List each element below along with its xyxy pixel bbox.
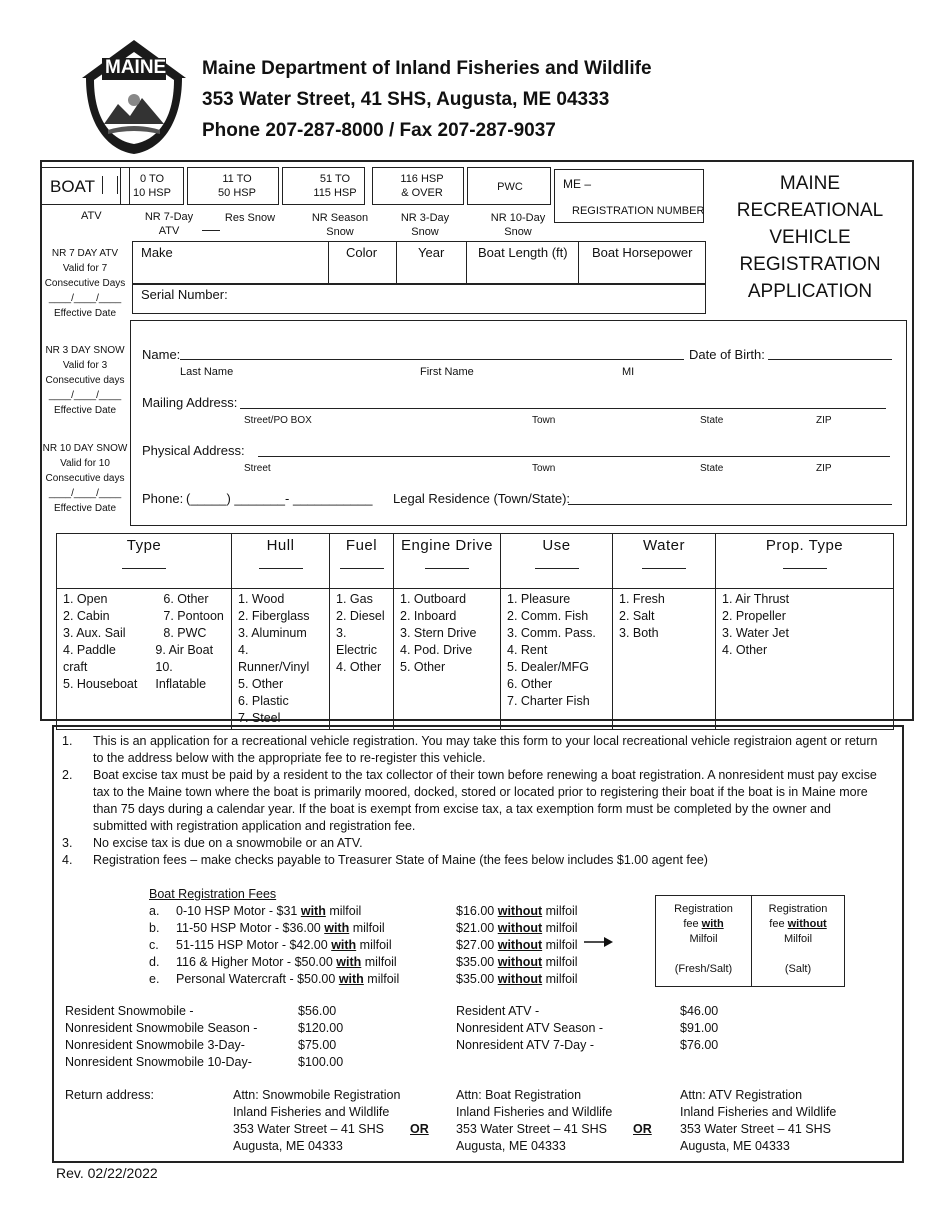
address-line: Inland Fisheries and Wildlife <box>456 1105 613 1119</box>
type-codes-col-b <box>155 591 225 693</box>
fuel-code-field[interactable] <box>340 568 384 569</box>
type-code: 2. Cabin <box>63 609 110 623</box>
grid-col-line <box>328 241 329 283</box>
fee-box-emph: with <box>701 918 724 930</box>
effective-date-label: Effective Date <box>53 308 117 319</box>
vehicle-details-divider <box>132 283 706 285</box>
fee-box-text: Registration <box>768 903 828 915</box>
fee-alt-amount: $35.00 <box>456 972 498 986</box>
form-title-line: VEHICLE <box>769 227 851 248</box>
physical-town-sub: Town <box>532 463 556 474</box>
boat-length-field[interactable]: Boat Length (ft) <box>478 245 568 260</box>
panel-line: NR 7 DAY ATV <box>51 248 119 259</box>
fee-with: with <box>324 921 350 935</box>
registration-prefix: ME – <box>563 177 592 191</box>
legal-residence-field[interactable] <box>568 504 892 505</box>
boat-class-0-10-label: 0 TO 10 HSP <box>133 173 171 199</box>
water-code: 1. Fresh <box>619 592 665 606</box>
maine-ifw-seal-logo <box>78 38 190 156</box>
water-code-field[interactable] <box>642 568 686 569</box>
org-name: Maine Department of Inland Fisheries and Wildlife <box>202 58 652 79</box>
type-code: 3. Aux. Sail <box>63 626 126 640</box>
permit-nr-season-snow-label: NR Season Snow <box>311 212 369 238</box>
nr10-snow-panel <box>42 441 128 516</box>
fee-tail: milfoil <box>349 921 385 935</box>
or-separator: OR <box>410 1122 429 1136</box>
fee-without: without <box>497 938 543 952</box>
fee-letter: b. <box>149 921 160 935</box>
water-code: 2. Salt <box>619 609 655 623</box>
form-title-line: RECREATIONAL <box>736 200 884 221</box>
mailing-street-sub: Street/PO BOX <box>244 415 312 426</box>
fee-with: with <box>331 938 357 952</box>
panel-line: Consecutive days <box>45 473 125 484</box>
boat-fee-list <box>149 903 399 988</box>
fee-alt-amount: $16.00 <box>456 904 498 918</box>
prop-header <box>716 534 894 589</box>
hull-code: 1. Wood <box>238 592 285 606</box>
effective-date-field[interactable]: ____/____/____ <box>48 293 122 304</box>
fee-box-text: (Salt) <box>784 963 812 975</box>
address-line: Attn: Snowmobile Registration <box>233 1088 401 1102</box>
boat-codes-table <box>56 533 894 730</box>
physical-zip-sub: ZIP <box>816 463 832 474</box>
fee-letter: e. <box>149 972 160 986</box>
note-text: Registration fees – make checks payable to Treasurer State of Maine (the fees below includes $1.00 agent fee) <box>93 853 708 867</box>
fee-desc: 51-115 HSP Motor - $42.00 <box>176 938 332 952</box>
type-code: 9. Air Boat <box>155 643 214 657</box>
engine-code-field[interactable] <box>425 568 469 569</box>
type-code-field[interactable] <box>122 568 166 569</box>
fee-alt-tail: milfoil <box>542 904 578 918</box>
address-line: Inland Fisheries and Wildlife <box>233 1105 390 1119</box>
fee-tail: milfoil <box>325 904 362 918</box>
effective-date-label: Effective Date <box>53 503 117 514</box>
fee-letter: c. <box>149 938 159 952</box>
boat-checkbox[interactable] <box>102 176 118 194</box>
address-line: Attn: ATV Registration <box>680 1088 803 1102</box>
type-codes <box>57 589 232 730</box>
dob-label: Date of Birth: <box>689 347 765 362</box>
arrow-right-icon <box>584 936 614 948</box>
note-text: No excise tax is due on a snowmobile or an ATV. <box>93 836 363 850</box>
revision-date: Rev. 02/22/2022 <box>56 1165 158 1181</box>
physical-address-label: Physical Address: <box>142 443 245 458</box>
form-title-line: REGISTRATION <box>739 254 881 275</box>
address-line: 353 Water Street – 41 SHS <box>233 1122 385 1136</box>
form-title-line: MAINE <box>779 173 841 194</box>
boat-fees-title: Boat Registration Fees <box>149 887 277 901</box>
engine-codes <box>394 589 501 730</box>
fee-amount: $76.00 <box>680 1038 719 1052</box>
hull-code: 6. Plastic <box>238 694 289 708</box>
boat-fee-row <box>149 920 399 937</box>
fee-without-milfoil-option[interactable] <box>752 902 844 977</box>
boat-fee-row <box>149 954 399 971</box>
fee-without: without <box>497 904 543 918</box>
boat-class-pwc-label: PWC <box>497 181 523 193</box>
fee-tail: milfoil <box>361 955 397 969</box>
fee-alt-amount: $35.00 <box>456 955 498 969</box>
fee-label: Resident Snowmobile - <box>65 1004 194 1018</box>
permit-nr7-atv-blank[interactable] <box>202 230 220 231</box>
boat-horsepower-field[interactable]: Boat Horsepower <box>592 245 693 260</box>
serial-number-field[interactable]: Serial Number: <box>141 287 228 302</box>
physical-street-sub: Street <box>244 463 271 474</box>
make-field[interactable]: Make <box>141 245 173 260</box>
type-code: 4. Paddle craft <box>63 643 116 674</box>
boat-fee-alt <box>456 903 578 920</box>
note-number: 3. <box>62 836 73 850</box>
fee-label: Nonresident ATV Season - <box>456 1021 604 1035</box>
hull-header-label: Hull <box>266 537 295 554</box>
snowmobile-return-address <box>233 1087 400 1155</box>
address-line: 353 Water Street – 41 SHS <box>456 1122 608 1136</box>
prop-header-label: Prop. Type <box>765 537 844 554</box>
boat-fee-alt <box>456 920 578 937</box>
form-title-line: APPLICATION <box>747 281 873 302</box>
mailing-town-sub: Town <box>532 415 556 426</box>
fee-desc: Personal Watercraft - $50.00 <box>176 972 339 986</box>
panel-line: Valid for 3 <box>62 360 108 371</box>
fee-label: Nonresident Snowmobile 10-Day- <box>65 1055 252 1069</box>
fuel-code: 2. Diesel <box>336 609 385 623</box>
fee-desc: 0-10 HSP Motor - $31 <box>176 904 301 918</box>
effective-date-field[interactable]: ____/____/____ <box>48 488 122 499</box>
fee-box-emph: without <box>787 918 827 930</box>
fee-desc: 11-50 HSP Motor - $36.00 <box>176 921 325 935</box>
fuel-code: 4. Other <box>336 660 382 674</box>
note-number: 4. <box>62 853 73 867</box>
prop-code: 1. Air Thrust <box>722 592 790 606</box>
hull-codes <box>232 589 330 730</box>
prop-code-field[interactable] <box>783 568 827 569</box>
boat-fee-alt <box>456 971 578 988</box>
boat-class-11-50-label: 11 TO 50 HSP <box>218 173 256 199</box>
note-number: 2. <box>62 768 73 782</box>
use-code: 2. Comm. Fish <box>507 609 589 623</box>
note-item <box>62 767 882 835</box>
panel-line: Valid for 7 <box>62 263 108 274</box>
type-code: 8. PWC <box>163 626 207 640</box>
fee-box-text <box>656 917 751 932</box>
return-address-label: Return address: <box>65 1088 154 1102</box>
atv-return-address <box>680 1087 836 1155</box>
type-code: 1. Open <box>63 592 108 606</box>
dob-field[interactable] <box>768 359 892 360</box>
water-header <box>613 534 716 589</box>
or-separator: OR <box>633 1122 652 1136</box>
use-header-label: Use <box>542 537 571 554</box>
type-codes-col-a <box>63 591 141 693</box>
use-code: 3. Comm. Pass. <box>507 626 596 640</box>
form-title <box>716 170 904 305</box>
fee-box-text: (Fresh/Salt) <box>674 963 733 975</box>
fee-label: Nonresident Snowmobile 3-Day- <box>65 1038 245 1052</box>
address-line: Augusta, ME 04333 <box>456 1139 566 1153</box>
water-codes <box>613 589 716 730</box>
fee-box-word: fee <box>769 918 788 930</box>
fee-amount: $91.00 <box>680 1021 719 1035</box>
fee-alt-tail: milfoil <box>542 938 578 952</box>
fee-letter: d. <box>149 955 160 969</box>
hull-code: 4. Runner/Vinyl <box>238 643 310 674</box>
effective-date-field[interactable]: ____/____/____ <box>48 390 122 401</box>
fee-amount: $75.00 <box>298 1038 337 1052</box>
use-codes <box>501 589 613 730</box>
address-line: Inland Fisheries and Wildlife <box>680 1105 837 1119</box>
prop-code: 4. Other <box>722 643 768 657</box>
phone-label: Phone: <box>142 491 184 506</box>
atv-label: ATV <box>81 210 102 222</box>
nr3-snow-panel <box>42 343 128 418</box>
type-code: 7. Pontoon <box>163 609 224 623</box>
physical-state-sub: State <box>700 463 724 474</box>
engine-header-label: Engine Drive <box>401 537 493 554</box>
name-label: Name: <box>142 347 181 362</box>
fee-label: Nonresident Snowmobile Season - <box>65 1021 258 1035</box>
prop-code: 2. Propeller <box>722 609 786 623</box>
fee-amount: $120.00 <box>298 1021 344 1035</box>
fee-alt-tail: milfoil <box>542 921 578 935</box>
mailing-zip-sub: ZIP <box>816 415 832 426</box>
boat-fee-row <box>149 937 399 954</box>
panel-line: NR 3 DAY SNOW <box>45 345 125 356</box>
first-name-sub: First Name <box>420 366 474 378</box>
hull-code: 7. Steel <box>238 711 281 725</box>
org-phone: Phone 207-287-8000 / Fax 207-287-9037 <box>202 120 556 141</box>
phone-field[interactable]: (_____) _______- ___________ <box>186 491 373 506</box>
color-field[interactable]: Color <box>346 245 378 260</box>
fee-with: with <box>338 972 364 986</box>
boat-class-51-115-label: 51 TO 115 HSP <box>313 173 357 199</box>
fee-box-text: Registration <box>674 903 733 915</box>
permit-res-snow-label: Res Snow <box>224 212 276 224</box>
use-code: 7. Charter Fish <box>507 694 590 708</box>
address-line: Augusta, ME 04333 <box>233 1139 343 1153</box>
engine-code: 4. Pod. Drive <box>400 643 473 657</box>
fee-label: Nonresident ATV 7-Day - <box>456 1038 595 1052</box>
hull-code: 5. Other <box>238 677 284 691</box>
fee-without: without <box>497 921 543 935</box>
legal-residence-label: Legal Residence (Town/State): <box>393 491 571 506</box>
boat-fee-row <box>149 903 399 920</box>
fee-letter: a. <box>149 904 160 918</box>
use-header <box>501 534 613 589</box>
fee-alt-tail: milfoil <box>542 955 578 969</box>
fee-box-text: Milfoil <box>783 933 813 945</box>
type-code: 10. Inflatable <box>155 660 207 691</box>
engine-code: 2. Inboard <box>400 609 457 623</box>
fee-box-text: Milfoil <box>689 933 718 945</box>
fee-tail: milfoil <box>356 938 392 952</box>
address-line: Attn: Boat Registration <box>456 1088 582 1102</box>
engine-code: 3. Stern Drive <box>400 626 477 640</box>
type-header-label: Type <box>126 537 162 554</box>
use-code: 5. Dealer/MFG <box>507 660 589 674</box>
fee-with: with <box>300 904 326 918</box>
note-item <box>62 733 882 767</box>
grid-col-line <box>578 241 579 283</box>
fuel-header-label: Fuel <box>345 537 378 554</box>
use-code: 1. Pleasure <box>507 592 571 606</box>
mailing-address-field[interactable] <box>240 408 886 409</box>
fee-alt-amount: $21.00 <box>456 921 498 935</box>
hull-code: 3. Aluminum <box>238 626 307 640</box>
fee-alt-amount: $27.00 <box>456 938 498 952</box>
note-item <box>62 852 882 869</box>
panel-line: Consecutive Days <box>44 278 126 289</box>
use-code: 4. Rent <box>507 643 548 657</box>
fee-amount: $100.00 <box>298 1055 344 1069</box>
use-code-field[interactable] <box>535 568 579 569</box>
note-item <box>62 835 882 852</box>
address-line: 353 Water Street – 41 SHS <box>680 1122 832 1136</box>
fee-amount: $46.00 <box>680 1004 719 1018</box>
snowmobile-fee-labels <box>65 1003 257 1071</box>
use-code: 6. Other <box>507 677 553 691</box>
hull-header <box>232 534 330 589</box>
note-text: This is an application for a recreational vehicle registration. You may take this form to your local recreational vehicle registraion agent or return to the address below with the appropriate fee to re-register this vehicle. <box>93 734 878 765</box>
fuel-codes <box>330 589 394 730</box>
panel-line: Valid for 10 <box>60 458 110 469</box>
type-code: 5. Houseboat <box>63 677 138 691</box>
permit-nr10-snow-label: NR 10-Day Snow <box>490 212 546 238</box>
grid-col-line <box>396 241 397 283</box>
boat-fee-alt <box>456 937 578 954</box>
fee-box-text <box>752 917 844 932</box>
boat-class-116-label: 116 HSP & OVER <box>400 173 444 199</box>
water-code: 3. Both <box>619 626 659 640</box>
nr7-atv-panel <box>42 246 128 321</box>
hull-code: 2. Fiberglass <box>238 609 310 623</box>
mailing-state-sub: State <box>700 415 724 426</box>
water-header-label: Water <box>643 537 685 554</box>
note-number: 1. <box>62 734 73 748</box>
name-field[interactable] <box>180 359 684 360</box>
fee-amount: $56.00 <box>298 1004 337 1018</box>
fee-without: without <box>497 955 543 969</box>
fuel-code: 3. Electric <box>336 626 377 657</box>
boat-fee-alt <box>456 954 578 971</box>
boat-return-address <box>456 1087 612 1155</box>
grid-col-line <box>466 241 467 283</box>
atv-fee-labels <box>456 1003 603 1054</box>
fee-with-milfoil-option[interactable] <box>656 902 751 977</box>
fee-label: Resident ATV - <box>456 1004 540 1018</box>
engine-code: 1. Outboard <box>400 592 467 606</box>
boat-label: BOAT <box>50 177 96 196</box>
physical-address-field[interactable] <box>258 456 890 457</box>
fuel-code: 1. Gas <box>336 592 373 606</box>
effective-date-label: Effective Date <box>53 405 117 416</box>
type-code: 6. Other <box>163 592 209 606</box>
org-address: 353 Water Street, 41 SHS, Augusta, ME 04333 <box>202 89 610 110</box>
type-header <box>57 534 232 589</box>
fee-desc: 116 & Higher Motor - $50.00 <box>176 955 337 969</box>
fee-box-word: fee <box>683 918 702 930</box>
fee-tail: milfoil <box>363 972 400 986</box>
prop-codes <box>716 589 894 730</box>
permit-nr7-atv-label: NR 7-Day ATV <box>144 211 194 237</box>
mi-sub: MI <box>622 366 635 378</box>
panel-line: NR 10 DAY SNOW <box>42 443 128 454</box>
address-line: Augusta, ME 04333 <box>680 1139 790 1153</box>
engine-code: 5. Other <box>400 660 446 674</box>
boat-fee-without-list <box>456 903 578 988</box>
permit-nr3-snow-label: NR 3-Day Snow <box>400 212 450 238</box>
fee-without: without <box>497 972 543 986</box>
mailing-address-label: Mailing Address: <box>142 395 238 410</box>
fuel-header <box>330 534 394 589</box>
fee-alt-tail: milfoil <box>542 972 578 986</box>
engine-header <box>394 534 501 589</box>
hull-code-field[interactable] <box>259 568 303 569</box>
boat-fee-row <box>149 971 399 988</box>
panel-line: Consecutive days <box>45 375 125 386</box>
logo-text: MAINE <box>105 57 167 78</box>
last-name-sub: Last Name <box>180 366 234 378</box>
registration-number-label: REGISTRATION NUMBER <box>572 205 705 217</box>
prop-code: 3. Water Jet <box>722 626 789 640</box>
snowmobile-fee-amounts <box>298 1003 343 1071</box>
note-text: Boat excise tax must be paid by a resident to the tax collector of their town before renewing a boat registration. A nonresident must pay excise tax to the Maine town where the boat is primarily moored, docked, stored or located prior to registering their boat if the boat is in Maine more than 75 days during a calendar year. If the boat is exempt from excise tax, a tax exemption form must be completed by the owner and submitted with registration application and registration fee. <box>93 768 877 833</box>
fee-with: with <box>336 955 362 969</box>
year-field[interactable]: Year <box>418 245 445 260</box>
atv-fee-amounts <box>680 1003 718 1054</box>
